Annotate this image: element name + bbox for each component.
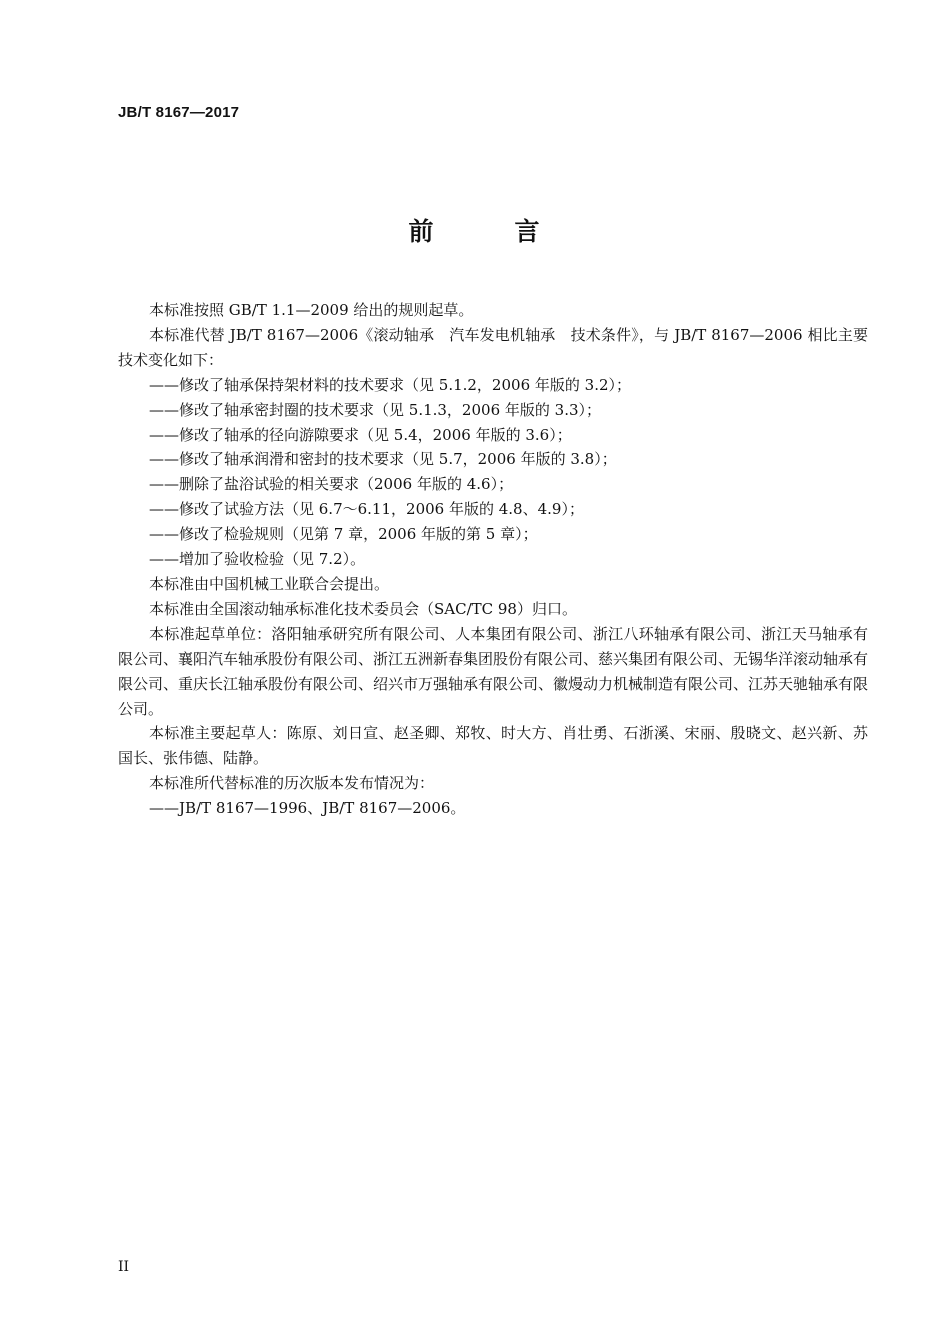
page-title: 前 言 xyxy=(408,217,568,246)
standard-code: JB/T 8167—2017 xyxy=(118,104,240,121)
list-item: ——修改了试验方法（见 6.7～6.11，2006 年版的 4.8、4.9）； xyxy=(149,500,584,519)
change-list xyxy=(118,373,868,572)
list-item: ——修改了轴承的径向游隙要求（见 5.4，2006 年版的 3.6）； xyxy=(149,425,572,444)
page-number: II xyxy=(118,1259,130,1275)
paragraph-history-intro: 本标准所代替标准的历次版本发布情况为： xyxy=(149,774,435,793)
list-item: ——修改了检验规则（见第 7 章，2006 年版的第 5 章）； xyxy=(149,525,538,544)
paragraph-history-list: ——JB/T 8167—1996、JB/T 8167—2006。 xyxy=(149,799,466,818)
paragraph-drafters: 本标准主要起草人：陈原、刘日宣、赵圣卿、郑牧、时大方、肖壮勇、石浙溪、宋丽、殷晓文、赵兴新、苏国长、张伟德、陆静。 xyxy=(118,724,868,768)
list-item: ——修改了轴承保持架材料的技术要求（见 5.1.2，2006 年版的 3.2）； xyxy=(149,375,632,394)
paragraph-committee: 本标准由全国滚动轴承标准化技术委员会（SAC/TC 98）归口。 xyxy=(149,599,577,618)
list-item: ——删除了盐浴试验的相关要求（2006 年版的 4.6）； xyxy=(149,475,514,494)
paragraph-drafting-units: 本标准起草单位：洛阳轴承研究所有限公司、人本集团有限公司、浙江八环轴承有限公司、浙江天马轴承有限公司、襄阳汽车轴承股份有限公司、浙江五洲新春集团股份有限公司、慈兴集团有限公司、无锡华洋滚动轴承有限公司、重庆长江轴承股份有限公司、绍兴市万强轴承有限公司、徽熳动力机械制造有限公司、江苏天驰轴承有限公司。 xyxy=(118,624,869,718)
list-item: ——增加了验收检验（见 7.2）。 xyxy=(149,550,366,569)
paragraph-drafting-rules: 本标准按照 GB/T 1.1—2009 给出的规则起草。 xyxy=(149,301,474,319)
paragraph-proposer: 本标准由中国机械工业联合会提出。 xyxy=(149,574,390,593)
document-body xyxy=(118,298,868,821)
paragraph-replacement: 本标准代替 JB/T 8167—2006《滚动轴承 汽车发电机轴承 技术条件》，与 JB/T 8167—2006 相比主要技术变化如下： xyxy=(118,325,868,369)
list-item: ——修改了轴承密封圈的技术要求（见 5.1.3，2006 年版的 3.3）； xyxy=(149,400,602,419)
list-item: ——修改了轴承润滑和密封的技术要求（见 5.7，2006 年版的 3.8）； xyxy=(149,450,617,469)
